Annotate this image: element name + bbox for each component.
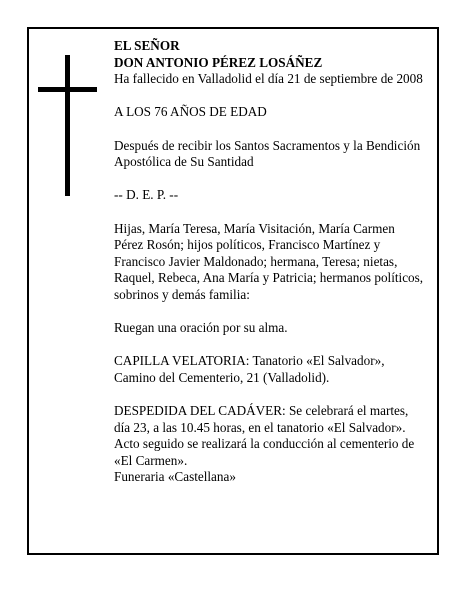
cross-horizontal-bar bbox=[38, 87, 97, 92]
cross-vertical-bar bbox=[65, 55, 70, 196]
sacraments-text: Después de recibir los Santos Sacramentos y la Bendición Apostólica de Su Santidad bbox=[114, 137, 421, 170]
title-line-1: EL SEÑOR bbox=[114, 38, 180, 53]
rip-line: -- D. E. P. -- bbox=[114, 187, 179, 203]
chapel-info: CAPILLA VELATORIA: Tanatorio «El Salvador», Camino del Cementerio, 21 (Valladolid). bbox=[114, 353, 385, 385]
age-line: A LOS 76 AÑOS DE EDAD bbox=[114, 104, 267, 120]
farewell-info: DESPEDIDA DEL CADÁVER: Se celebrará el martes, día 23, a las 10.45 horas, en el tanatorio «El Salvador». Acto seguido se realizará la conducción al cementerio de «El Carmen». bbox=[114, 403, 415, 468]
family-list: Hijas, María Teresa, María Visitación, María Carmen Pérez Rosón; hijos políticos, Francisco Martínez y Francisco Javier Maldonado; hermana, Teresa; nietas, Raquel, Rebeca, Ana María y Patricia; hermanos políticos, sobrinos y demás familia: bbox=[114, 220, 424, 302]
death-info: Ha fallecido en Valladolid el día 21 de septiembre de 2008 bbox=[114, 71, 423, 87]
obituary-content bbox=[114, 38, 424, 486]
prayer-request: Ruegan una oración por su alma. bbox=[114, 320, 288, 336]
deceased-name: DON ANTONIO PÉREZ LOSÁÑEZ bbox=[114, 54, 323, 70]
funeral-home: Funeraria «Castellana» bbox=[114, 469, 236, 485]
